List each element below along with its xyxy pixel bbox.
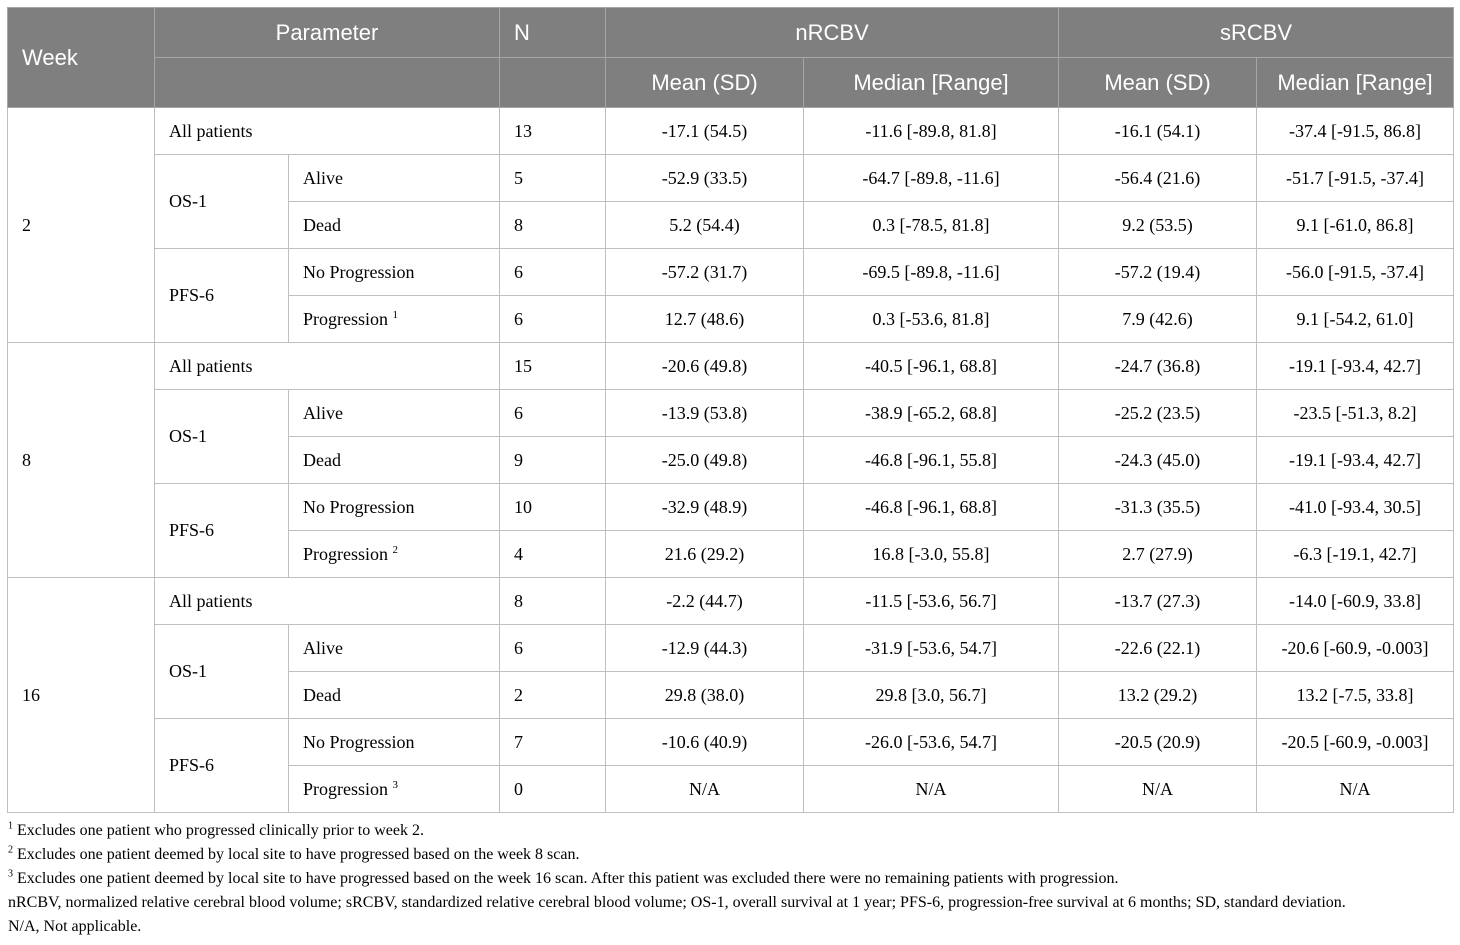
srcbv-median-cell: -14.0 [-60.9, 33.8] [1257, 578, 1454, 625]
subgroup-label: Progression [303, 778, 388, 799]
group-all-patients: All patients [155, 108, 500, 155]
footnote-3: $^3$ Excludes one patient deemed by local site to have progressed based on the week 16 scan. After this patient was excluded there were no remaining patients with progression. [8, 868, 1119, 887]
srcbv-median-cell: -19.1 [-93.4, 42.7] [1257, 437, 1454, 484]
n-cell: 10 [500, 484, 606, 531]
nrcbv-mean-cell: 29.8 (38.0) [606, 672, 804, 719]
footnote-2: $^2$ Excludes one patient deemed by local site to have progressed based on the week 8 scan. [8, 844, 580, 863]
subgroup-alive [289, 390, 500, 437]
week-cell: 8 [8, 343, 155, 578]
srcbv-mean-cell: -24.7 (36.8) [1059, 343, 1257, 390]
week-cell: 2 [8, 108, 155, 343]
nrcbv-mean-cell: -12.9 (44.3) [606, 625, 804, 672]
table-row [8, 390, 1454, 437]
group-all-patients: All patients [155, 343, 500, 390]
footnote-marker: 3 [392, 778, 398, 791]
n-cell: 2 [500, 672, 606, 719]
nrcbv-mean-cell: N/A [606, 766, 804, 813]
srcbv-mean-cell: -57.2 (19.4) [1059, 249, 1257, 296]
srcbv-mean-cell: -25.2 (23.5) [1059, 390, 1257, 437]
nrcbv-mean-cell: -25.0 (49.8) [606, 437, 804, 484]
srcbv-mean-cell: -20.5 (20.9) [1059, 719, 1257, 766]
group-pfs6: PFS-6 [155, 484, 289, 578]
srcbv-median-cell: -19.1 [-93.4, 42.7] [1257, 343, 1454, 390]
n-cell: 9 [500, 437, 606, 484]
results-table [7, 7, 1454, 813]
srcbv-mean-cell: -16.1 (54.1) [1059, 108, 1257, 155]
nrcbv-median-cell: -46.8 [-96.1, 68.8] [804, 484, 1059, 531]
header-nrcbv-median: Median [Range] [804, 58, 1059, 108]
subgroup-no-progression [289, 249, 500, 296]
nrcbv-median-cell: 29.8 [3.0, 56.7] [804, 672, 1059, 719]
nrcbv-mean-cell: -10.6 (40.9) [606, 719, 804, 766]
srcbv-mean-cell: N/A [1059, 766, 1257, 813]
subgroup-no-progression [289, 719, 500, 766]
nrcbv-median-cell: 16.8 [-3.0, 55.8] [804, 531, 1059, 578]
subgroup-label: Dead [303, 449, 341, 470]
table-row [8, 625, 1454, 672]
subgroup-label: No Progression [303, 261, 415, 282]
nrcbv-median-cell: -38.9 [-65.2, 68.8] [804, 390, 1059, 437]
n-cell: 4 [500, 531, 606, 578]
header-n: N [500, 8, 606, 58]
nrcbv-median-cell: 0.3 [-78.5, 81.8] [804, 202, 1059, 249]
subgroup-dead [289, 672, 500, 719]
srcbv-mean-cell: -22.6 (22.1) [1059, 625, 1257, 672]
nrcbv-mean-cell: -17.1 (54.5) [606, 108, 804, 155]
subgroup-label: Dead [303, 684, 341, 705]
srcbv-median-cell: -6.3 [-19.1, 42.7] [1257, 531, 1454, 578]
srcbv-mean-cell: -56.4 (21.6) [1059, 155, 1257, 202]
subgroup-progression [289, 296, 500, 343]
srcbv-mean-cell: 2.7 (27.9) [1059, 531, 1257, 578]
header-srcbv-median: Median [Range] [1257, 58, 1454, 108]
subgroup-label: Alive [303, 402, 343, 423]
table-row [8, 343, 1454, 390]
subgroup-alive [289, 625, 500, 672]
nrcbv-median-cell: 0.3 [-53.6, 81.8] [804, 296, 1059, 343]
nrcbv-median-cell: N/A [804, 766, 1059, 813]
group-os1: OS-1 [155, 390, 289, 484]
header-blank-parameter [155, 58, 500, 108]
n-cell: 6 [500, 249, 606, 296]
nrcbv-mean-cell: 12.7 (48.6) [606, 296, 804, 343]
srcbv-mean-cell: 13.2 (29.2) [1059, 672, 1257, 719]
n-cell: 13 [500, 108, 606, 155]
srcbv-mean-cell: 7.9 (42.6) [1059, 296, 1257, 343]
table-row [8, 578, 1454, 625]
nrcbv-mean-cell: -20.6 (49.8) [606, 343, 804, 390]
n-cell: 7 [500, 719, 606, 766]
srcbv-median-cell: -51.7 [-91.5, -37.4] [1257, 155, 1454, 202]
srcbv-mean-cell: -31.3 (35.5) [1059, 484, 1257, 531]
footnote-marker: 2 [392, 543, 398, 556]
nrcbv-median-cell: -69.5 [-89.8, -11.6] [804, 249, 1059, 296]
header-row-2 [8, 58, 1454, 108]
na-note: N/A, Not applicable. [8, 918, 142, 935]
nrcbv-mean-cell: 5.2 (54.4) [606, 202, 804, 249]
footnote-1: $^1$ Excludes one patient who progressed clinically prior to week 2. [8, 820, 424, 839]
subgroup-progression [289, 531, 500, 578]
subgroup-label: Progression [303, 543, 388, 564]
table-row [8, 484, 1454, 531]
srcbv-mean-cell: -24.3 (45.0) [1059, 437, 1257, 484]
table-row [8, 155, 1454, 202]
subgroup-label: No Progression [303, 496, 415, 517]
n-cell: 6 [500, 625, 606, 672]
table-body [8, 108, 1454, 813]
group-all-patients: All patients [155, 578, 500, 625]
header-srcbv: sRCBV [1059, 8, 1454, 58]
header-nrcbv-mean: Mean (SD) [606, 58, 804, 108]
n-cell: 8 [500, 578, 606, 625]
subgroup-dead [289, 437, 500, 484]
week-cell: 16 [8, 578, 155, 813]
srcbv-median-cell: -23.5 [-51.3, 8.2] [1257, 390, 1454, 437]
subgroup-label: Dead [303, 214, 341, 235]
srcbv-median-cell: N/A [1257, 766, 1454, 813]
n-cell: 6 [500, 390, 606, 437]
subgroup-label: Alive [303, 637, 343, 658]
group-os1: OS-1 [155, 155, 289, 249]
srcbv-mean-cell: 9.2 (53.5) [1059, 202, 1257, 249]
n-cell: 6 [500, 296, 606, 343]
n-cell: 15 [500, 343, 606, 390]
footnote-marker: 1 [392, 308, 398, 321]
srcbv-median-cell: 9.1 [-54.2, 61.0] [1257, 296, 1454, 343]
header-srcbv-mean: Mean (SD) [1059, 58, 1257, 108]
table-footnotes [8, 819, 1346, 939]
srcbv-median-cell: -20.6 [-60.9, -0.003] [1257, 625, 1454, 672]
srcbv-median-cell: 13.2 [-7.5, 33.8] [1257, 672, 1454, 719]
nrcbv-median-cell: -46.8 [-96.1, 55.8] [804, 437, 1059, 484]
table-row [8, 108, 1454, 155]
subgroup-dead [289, 202, 500, 249]
nrcbv-median-cell: -64.7 [-89.8, -11.6] [804, 155, 1059, 202]
srcbv-median-cell: -37.4 [-91.5, 86.8] [1257, 108, 1454, 155]
nrcbv-median-cell: -11.5 [-53.6, 56.7] [804, 578, 1059, 625]
abbreviations-note: nRCBV, normalized relative cerebral blood volume; sRCBV, standardized relative cerebral blood volume; OS-1, overall survival at 1 year; PFS-6, progression-free survival at 6 months; SD, standard deviation. [8, 894, 1346, 911]
nrcbv-median-cell: -26.0 [-53.6, 54.7] [804, 719, 1059, 766]
n-cell: 5 [500, 155, 606, 202]
header-week: Week [8, 8, 155, 108]
header-parameter: Parameter [155, 8, 500, 58]
nrcbv-mean-cell: -52.9 (33.5) [606, 155, 804, 202]
nrcbv-mean-cell: -32.9 (48.9) [606, 484, 804, 531]
nrcbv-median-cell: -40.5 [-96.1, 68.8] [804, 343, 1059, 390]
nrcbv-mean-cell: 21.6 (29.2) [606, 531, 804, 578]
subgroup-label: No Progression [303, 731, 415, 752]
group-pfs6: PFS-6 [155, 719, 289, 813]
header-blank-n [500, 58, 606, 108]
group-os1: OS-1 [155, 625, 289, 719]
table-row [8, 719, 1454, 766]
nrcbv-mean-cell: -57.2 (31.7) [606, 249, 804, 296]
header-row-1 [8, 8, 1454, 58]
srcbv-median-cell: 9.1 [-61.0, 86.8] [1257, 202, 1454, 249]
n-cell: 8 [500, 202, 606, 249]
nrcbv-median-cell: -11.6 [-89.8, 81.8] [804, 108, 1059, 155]
subgroup-progression [289, 766, 500, 813]
nrcbv-mean-cell: -2.2 (44.7) [606, 578, 804, 625]
nrcbv-mean-cell: -13.9 (53.8) [606, 390, 804, 437]
srcbv-median-cell: -56.0 [-91.5, -37.4] [1257, 249, 1454, 296]
srcbv-median-cell: -41.0 [-93.4, 30.5] [1257, 484, 1454, 531]
subgroup-label: Alive [303, 167, 343, 188]
srcbv-mean-cell: -13.7 (27.3) [1059, 578, 1257, 625]
n-cell: 0 [500, 766, 606, 813]
nrcbv-median-cell: -31.9 [-53.6, 54.7] [804, 625, 1059, 672]
group-pfs6: PFS-6 [155, 249, 289, 343]
header-nrcbv: nRCBV [606, 8, 1059, 58]
srcbv-median-cell: -20.5 [-60.9, -0.003] [1257, 719, 1454, 766]
table-row [8, 249, 1454, 296]
subgroup-label: Progression [303, 308, 388, 329]
subgroup-no-progression [289, 484, 500, 531]
subgroup-alive [289, 155, 500, 202]
